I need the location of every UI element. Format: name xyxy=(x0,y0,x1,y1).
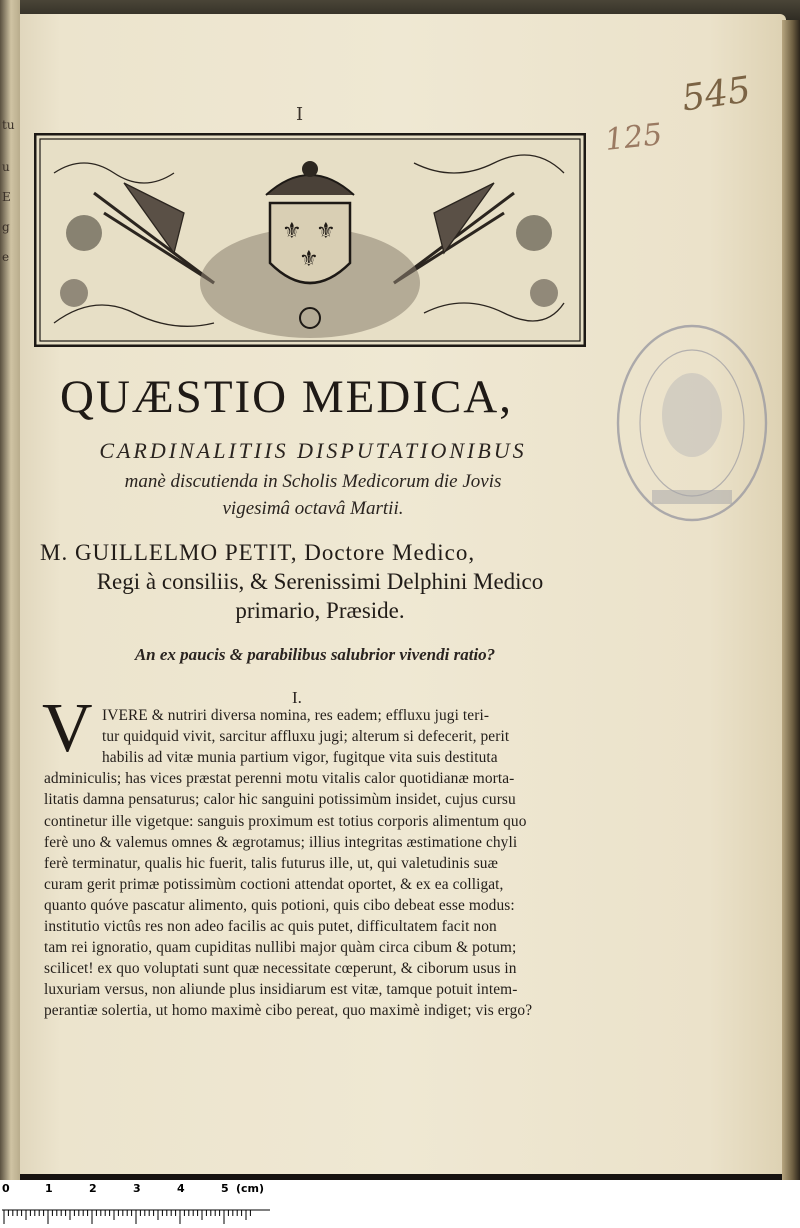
margin-fragment: u xyxy=(2,160,10,174)
handwritten-pencil-number: 125 xyxy=(603,117,664,158)
ruler-label: 4 xyxy=(177,1182,185,1195)
ruler-ticks xyxy=(0,1180,800,1228)
library-stamp xyxy=(612,320,772,526)
svg-text:⚜: ⚜ xyxy=(316,219,336,244)
svg-text:⚜: ⚜ xyxy=(282,219,302,244)
margin-fragment: E xyxy=(2,190,11,204)
svg-text:⚜: ⚜ xyxy=(299,247,319,272)
body-line: scilicet! ex quo voluptati sunt quæ necessitate cœperunt, & ciborum usus in xyxy=(44,960,517,977)
praeses-line: Regi à consiliis, & Serenissimi Delphini Medico xyxy=(96,569,544,594)
body-line: adminiculis; has vices præstat perenni motu vitalis calor quotidianæ morta- xyxy=(44,770,515,787)
handwritten-folio-number: 545 xyxy=(679,69,754,120)
book-left-edge xyxy=(0,0,20,1180)
book-right-edge xyxy=(782,20,800,1180)
body-line: quanto quóve pascatur alimento, quis potioni, quis cibo debeat esse modus: xyxy=(44,897,515,914)
thesis-question: An ex paucis & parabilibus salubrior vivendi ratio? xyxy=(134,645,496,664)
body-line: continetur ille vigetque: sanguis proximum est totius corporis alimentum quo xyxy=(44,813,527,830)
scale-ruler xyxy=(0,1180,800,1228)
ruler-unit-label: (cm) xyxy=(236,1182,265,1195)
praeses-block xyxy=(40,538,600,625)
drop-cap: V xyxy=(42,690,93,767)
body-line: institutio victûs res non adeo facilis ac quis putet, difficultatem facit non xyxy=(44,918,497,935)
ruler-label: 1 xyxy=(45,1182,53,1195)
margin-fragment: e xyxy=(2,250,10,264)
body-line: litatis damna pensaturus; calor hic sanguini potissimùm insidet, cujus cursu xyxy=(44,791,516,808)
ruler-label: 3 xyxy=(133,1182,141,1195)
praeses-line: primario, Præside. xyxy=(235,598,405,623)
body-line: curam gerit primæ potissimùm coctioni attendat oportet, & ex ea colligat, xyxy=(44,876,504,893)
body-line: perantiæ solertia, ut homo maximè cibo pereat, quo maximè indiget; vis ergo? xyxy=(44,1002,533,1019)
ruler-label: 2 xyxy=(89,1182,97,1195)
body-line: ferè uno & valemus omnes & ægrotamus; illius integritas æstimatione chyli xyxy=(44,834,518,851)
ruler-label: 0 xyxy=(2,1182,10,1195)
subtitle-line: vigesimâ octavâ Martii. xyxy=(222,498,404,519)
page-number: I xyxy=(296,104,304,125)
section-number: I. xyxy=(292,688,302,707)
body-line: habilis ad vitæ munia partium vigor, fugitque vita suis destituta xyxy=(102,749,498,766)
margin-fragment: g xyxy=(2,220,10,234)
royal-arms-engraving xyxy=(34,133,586,347)
subtitle-disputation: CARDINALITIIS DISPUTATIONIBUS xyxy=(99,438,527,463)
praeses-line: M. GUILLELMO PETIT, Doctore Medico, xyxy=(40,540,476,565)
body-line: tam rei ignoratio, quam cupiditas nullibi major quàm circa cibum & potum; xyxy=(44,939,517,956)
body-line: ferè terminatur, qualis hic fuerit, talis futurus ille, ut, qui valetudinis suæ xyxy=(44,855,498,872)
subtitle-line: manè discutienda in Scholis Medicorum die Jovis xyxy=(124,471,502,492)
ruler-label: 5 xyxy=(221,1182,229,1195)
subtitle-details xyxy=(48,468,578,522)
body-line: IVERE & nutriri diversa nomina, res eadem; effluxu jugi teri- xyxy=(102,707,490,724)
body-line: luxuriam versus, non aliunde plus insidiarum est vitæ, tamque potuit intem- xyxy=(44,981,518,998)
main-title: QUÆSTIO MEDICA, xyxy=(60,371,513,423)
body-line: tur quidquid vivit, sarcitur affluxu jugi; alterum si defecerit, perit xyxy=(102,728,510,745)
margin-fragment: tu xyxy=(2,118,15,132)
